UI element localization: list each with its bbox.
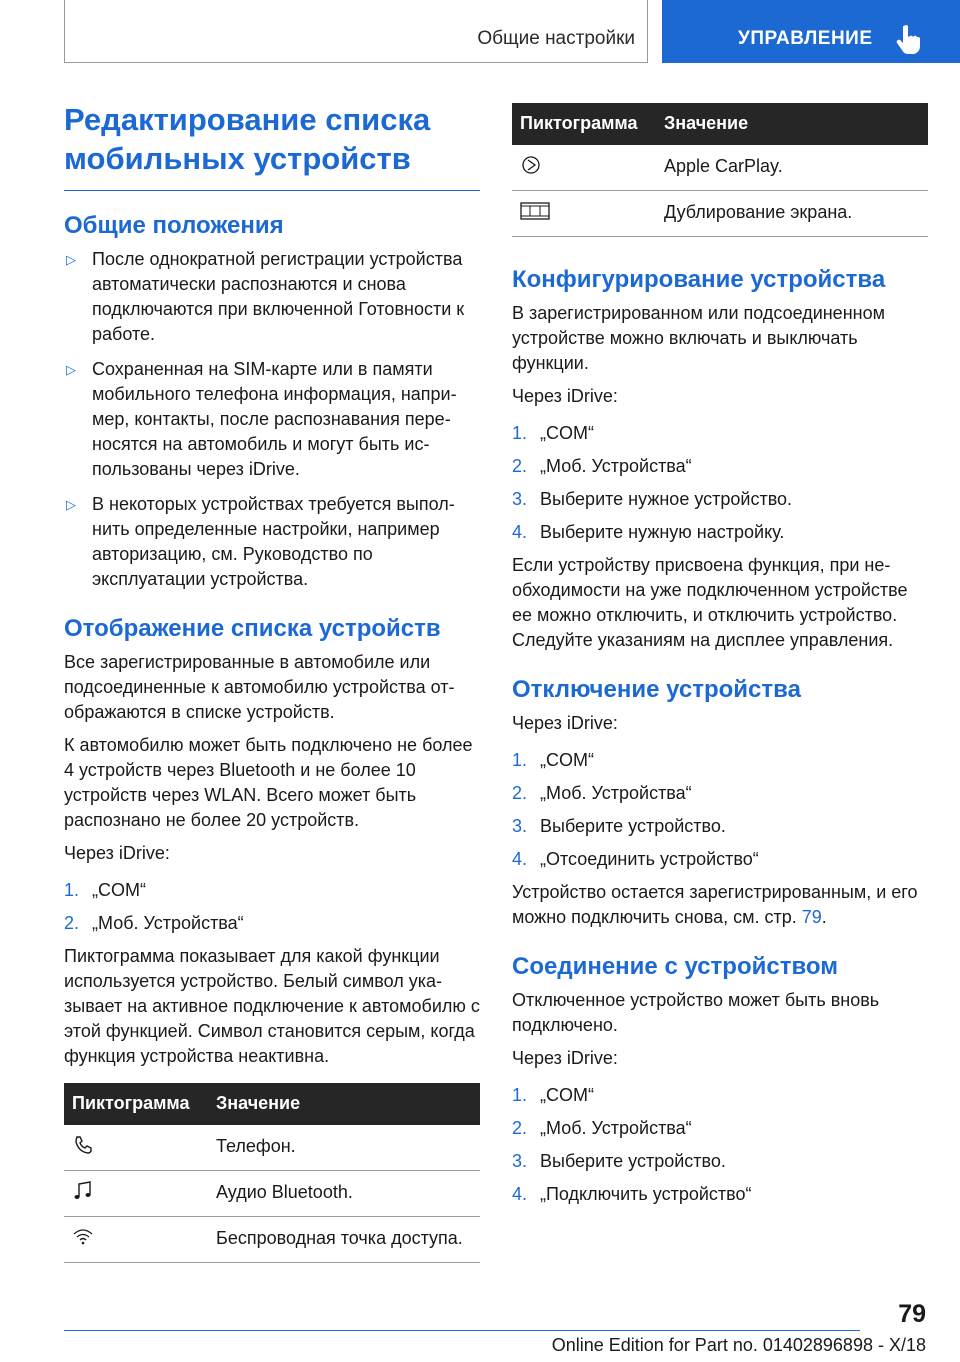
table-header-meaning: Значение — [656, 103, 928, 145]
paragraph: Отключенное устройство может быть вновь подключено. — [512, 990, 880, 1035]
paragraph: Пиктограмма показывает для какой функции используется устройство. Белый символ указывает на активное подключение к автомобилю с этой функцией. Символ становится серым, когда функция устройства неактивна. — [64, 946, 480, 1066]
via-idrive-text: Через iDrive: — [64, 843, 170, 863]
configure-heading: Конфигурирование устройства — [512, 266, 886, 293]
step-item: 3. Выберите устройство. — [512, 1151, 726, 1171]
step-item: 4. Выберите нужную настройку. — [512, 522, 785, 542]
header-section-tab — [64, 0, 648, 63]
bullet-item: ▷ После однократной регистрации устройства автоматически распознаются и снова подключаются при включенной Готовности к работе. — [66, 249, 465, 344]
pictogram-table — [64, 1083, 480, 1263]
page-title: Редактирование списка мобильных устройств — [64, 100, 480, 191]
chapter-label: УПРАВЛЕНИЕ — [738, 28, 873, 49]
phone-icon — [72, 1134, 94, 1156]
table-header-meaning: Значение — [208, 1083, 480, 1125]
table-header-pictogram: Пиктограмма — [64, 1083, 208, 1125]
step-item: 3. Выберите нужное устройство. — [512, 489, 793, 509]
table-row: Аудио Bluetooth. — [64, 1171, 480, 1217]
bullet-item: ▷ В некоторых устройствах требуется выполнить определенные настройки, например авторизацию, см. Руководство по эксплуатации устройства. — [66, 494, 455, 589]
pictogram-table — [512, 103, 928, 237]
step-item: 2. „Моб. Устройства“ — [512, 1118, 692, 1138]
disconnect-heading: Отключение устройства — [512, 676, 801, 703]
edition-text: Online Edition for Part no. 01402896898 - X/18 — [551, 1335, 926, 1355]
left-column — [64, 100, 480, 1263]
table-row: Apple CarPlay. — [512, 145, 928, 191]
triangle-bullet-icon: ▷ — [66, 497, 76, 512]
paragraph: Если устройству присвоена функция, при необходимости на уже подключенном устройстве ее можно отключить, и отключить устройство. Следуйте указаниям на дисплее управления. — [512, 555, 908, 650]
step-item: 3. Выберите устройство. — [512, 816, 726, 836]
paragraph: Устройство остается зарегистрированным, и его можно подключить снова, см. стр. 79. — [512, 882, 918, 927]
triangle-bullet-icon: ▷ — [66, 252, 76, 267]
wifi-icon — [72, 1226, 94, 1248]
header-chapter-tab — [662, 0, 960, 63]
table-row: Беспроводная точка доступа. — [64, 1217, 480, 1263]
general-heading: Общие положения — [64, 212, 284, 239]
display-list-heading: Отображение списка устройств — [64, 615, 441, 642]
paragraph: К автомобилю может быть подключено не более 4 устройств через Bluetooth и не более 10 устройств через WLAN. Всего может быть распознано не более 20 устройств. — [64, 735, 473, 830]
table-row: Дублирование экрана. — [512, 191, 928, 237]
step-item: 4. „Подключить устройство“ — [512, 1184, 752, 1204]
step-item: 1. „COM“ — [64, 880, 146, 900]
connect-heading: Соединение с устройством — [512, 953, 839, 980]
hand-pointer-icon — [895, 24, 923, 56]
via-idrive-text: Через iDrive: — [512, 386, 618, 406]
page-reference-link[interactable]: 79 — [801, 907, 822, 927]
carplay-icon — [520, 154, 542, 176]
bullet-item: ▷ Сохраненная на SIM-карте или в памяти мобильного телефона информация, например, контакты, после распознавания переносятся на автомобиль и могут быть использованы через iDrive. — [66, 359, 457, 479]
step-item: 2. „Моб. Устройства“ — [64, 913, 244, 933]
step-item: 2. „Моб. Устройства“ — [512, 783, 692, 803]
step-item: 4. „Отсоединить устройство“ — [512, 849, 759, 869]
music-note-icon — [72, 1180, 94, 1202]
step-item: 2. „Моб. Устройства“ — [512, 456, 692, 476]
right-column — [512, 103, 928, 1215]
step-item: 1. „COM“ — [512, 1085, 594, 1105]
table-header-pictogram: Пиктограмма — [512, 103, 656, 145]
screen-mirroring-icon — [520, 200, 550, 222]
triangle-bullet-icon: ▷ — [66, 362, 76, 377]
section-label: Общие настройки — [477, 28, 635, 49]
via-idrive-text: Через iDrive: — [512, 1048, 618, 1068]
via-idrive-text: Через iDrive: — [512, 713, 618, 733]
step-item: 1. „COM“ — [512, 423, 594, 443]
paragraph: Все зарегистрированные в автомобиле или подсоединенные к автомобилю устройства отображаются в списке устройств. — [64, 652, 455, 722]
footer-divider — [64, 1330, 860, 1331]
table-row: Телефон. — [64, 1125, 480, 1171]
paragraph: В зарегистрированном или подсоединенном устройстве можно включать и выключать функции. — [512, 303, 885, 373]
step-item: 1. „COM“ — [512, 750, 594, 770]
page-number: 79 — [898, 1300, 926, 1328]
